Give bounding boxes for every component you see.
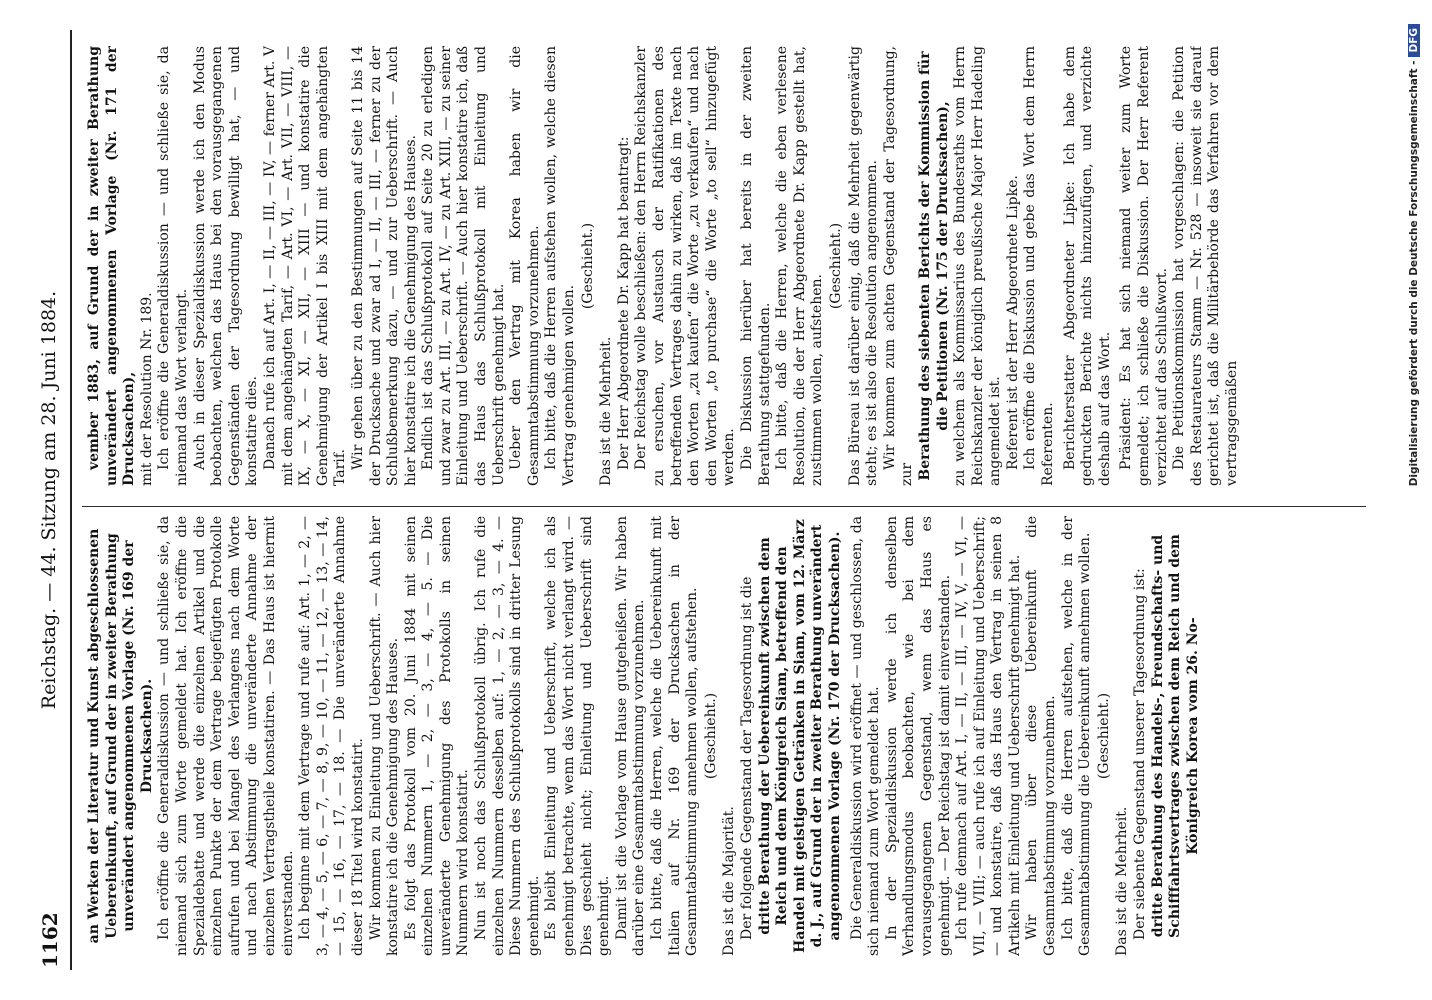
paragraph: Ich eröffne die Generaldiskussion — und schließe sie, da niemand das Wort verlangt. [156, 46, 190, 486]
paragraph: Der folgende Gegenstand der Tagesordnung ist die [738, 576, 755, 940]
paragraph: Die Generaldiskussion wird eröffnet — und geschlossen, da sich niemand zum Wort gemeldet hat. [848, 516, 883, 956]
paragraph: Berathung des siebenten Berichts der Kommission für die Petitionen (Nr. 175 der Drucksachen), [916, 51, 951, 481]
paragraph: dritte Berathung der Uebereinkunft zwischen dem Reich und dem Königreich Siam, betreffend den Handel mit geistigen Getränken in Siam, vom 12. März d. J., auf Grund der in zweiter Berathung unverändert angenommenen Vorlage (Nr. 170 der Drucksachen). [756, 519, 843, 953]
paragraph: Das ist die Majorität. [721, 806, 738, 956]
paragraph: an Werken der Literatur und Kunst abgeschlossenen Uebereinkunft, auf Grund der in zweiter Berathung unverändert angenommenen Vorlage (Nr. 169 der Drucksachen). [86, 528, 155, 944]
paragraph: Präsident: Es hat sich niemand weiter zum Worte gemeldet; ich schließe die Diskussion. Der Herr Referent verzichtet auf das Schlußwort. [1118, 46, 1170, 486]
paragraph: Das ist die Mehrheit. [598, 336, 615, 486]
paragraph: Wir gehen über zu den Bestimmungen auf Seite 11 bis 14 der Drucksache und zwar ad I, — II, — III, — ferner zu der Schlußbemerkung dazu, — und zur Ueberschrift. — Auch hier konstatire ich die Genehmigung des Hauses. [349, 46, 419, 486]
paragraph: Ich beginne mit dem Vertrage und rufe auf: Art. 1, — 2, — 3, — 4, — 5, — 6, — 7, — 8, 9, — 10, — 11, — 12, — 13, — 14, — 15, — 16, — 17, — 18. — Die unveränderte Annahme dieser 18 Titel wird konstatirt. [297, 516, 366, 956]
paragraph: Das Büreau ist darüber einig, daß die Mehrheit gegenwärtig steht; es ist also die Resolution angenommen. [846, 46, 881, 486]
paragraph: Wir kommen zu Einleitung und Ueberschrift. — Auch hier konstatire ich die Genehmigung des Hauses. [367, 516, 402, 956]
paragraph: mit der Resolution Nr. 189. [138, 292, 155, 486]
paragraph: Wir kommen zum achten Gegenstand der Tagesordnung, zur [881, 46, 916, 486]
paragraph: (Geschieht.) [579, 222, 596, 310]
paragraph: (Geschieht.) [702, 692, 719, 780]
header-rule [70, 30, 72, 970]
paragraph: Es bleibt Einleitung und Ueberschrift, welche ich als genehmigt betrachte, wenn das Wort nicht verlangt wird. — Dies geschieht nicht; Einleitung und Ueberschrift sind genehmigt. [543, 516, 613, 956]
digitization-credit [1408, 0, 1420, 1000]
paragraph: Das ist die Mehrheit. [1114, 806, 1131, 956]
paragraph: Danach rufe ich auf Art. I, — II, — III, — IV, — ferner Art. V mit dem angehängten Tarif, — Art. VI, — Art. VII, — VIII, — IX, — X, — XI, — XII, — XIII — und konstatire die Genehmigung der Artikel I bis XIII mit dem angehängten Tarif. [261, 46, 349, 486]
paragraph: Berichterstatter Abgeordneter Lipke: Ich habe dem gedruckten Berichte nichts hinzuzufügen, und verzichte deshalb auf das Wort. [1061, 46, 1113, 486]
paragraph: Ich bitte, daß die Herren, welche die eben verlesene Resolution, die der Herr Abgeordnete Dr. Kapp gestellt hat, zustimmen wollen, aufstehen. [774, 46, 826, 486]
paragraph: Wir haben über diese Uebereinkunft die Gesammtabstimmung vorzunehmen. [1024, 516, 1059, 956]
paragraph: Ich bitte, daß die Herren aufstehen wollen, welche diesen Vertrag genehmigen wollen. [543, 46, 578, 486]
text-column-left [86, 516, 1362, 956]
paragraph: Nun ist noch das Schlußprotokoll übrig. Ich rufe die einzelnen Nummern desselben auf: 1, — 2, — 3, — 4. — Diese Nummern des Schlußprotokolls sind in dritter Lesung genehmigt. [473, 516, 542, 956]
paragraph: Der Herr Abgeordnete Dr. Kapp hat beantragt: [615, 136, 632, 470]
paragraph: Die Petitionskommission hat vorgeschlagen: die Petition des Restaurateurs Stamm — Nr. 528 — insoweit sie darauf gerichtet ist, daß die Militärbehörde das Verfahren vor dem vertragsgemäßen [1171, 46, 1240, 486]
paragraph: Ich eröffne die Generaldiskussion — und schließe sie, da niemand sich zum Worte gemeldet hat. Ich eröffne die Spezialdebatte und werde die einzelnen Artikel und die einzelnen Punkte der dem Vertrage beigefügten Protokolle aufrufen und bei Mangel des Verlangens nach dem Worte und nach Abstimmung die unveränderte Annahme der einzelnen Vertragstheile konstatiren. — Das Haus ist hiermit einverstanden. [156, 516, 296, 956]
paragraph: Die Diskussion hierüber hat bereits in der zweiten Berathung stattgefunden. [738, 46, 773, 486]
paragraph: Der Reichstag wolle beschließen: den Herrn Reichskanzler zu ersuchen, vor Austausch der Ratifikationen des betreffenden Vertrages dahin zu wirken, daß im Texte nach den Worten „zu kaufen“ die Worte „zu verkaufen“ und nach den Worten „to purchase“ die Worte „to sell“ hinzugefügt werden. [633, 46, 738, 486]
paragraph: Ich rufe demnach auf Art. I, — II, — III, — IV, V, — VI, — VII, — VIII; — auch rufe ich auf Einleitung und Ueberschrift; — und konstatire, daß das Haus den Vertrag in seinen 8 Artikeln mit Einleitung und Ueberschrift genehmigt hat. [954, 516, 1023, 956]
column-divider [82, 506, 1366, 507]
paragraph: (Geschieht.) [1095, 692, 1112, 780]
paragraph: Der siebente Gegenstand unserer Tagesordnung ist: [1132, 568, 1149, 940]
paragraph: Ueber den Vertrag mit Korea haben wir die Gesammtabstimmung vorzunehmen. [508, 46, 542, 486]
running-header: Reichstag. — 44. Sitzung am 28. Juni 1884. [38, 290, 60, 710]
paragraph: Ich bitte, daß die Herren aufstehen, welche in der Gesammtabstimmung die Uebereinkunft annehmen wollen. [1059, 516, 1094, 956]
dfg-logo: DFG [1408, 24, 1420, 57]
paragraph: Referent ist der Herr Abgeordnete Lipke. [1004, 175, 1021, 470]
text-column-right [86, 46, 1362, 486]
credit-text: Digitalisierung gefördert durch die Deutsche Forschungsgemeinschaft - [1408, 60, 1420, 487]
paragraph: Es folgt das Protokoll vom 20. Juni 1884 mit seinen einzelnen Nummern 1, — 2, — 3, — 4, — 5. — Die unveränderte Genehmigung des Protokolls in seinen Nummern wird konstatirt. [402, 516, 472, 956]
paragraph: zu welchem als Kommissarius des Bundesraths vom Herrn Reichskanzler der königlich preußische Major Herr Hadeling angemeldet ist. [952, 46, 1004, 486]
paragraph: vember 1883, auf Grund der in zweiter Berathung unverändert angenommenen Vorlage (Nr. 171 der Drucksachen), [86, 46, 138, 486]
paragraph: Damit ist die Vorlage vom Hause gutgeheißen. Wir haben darüber eine Gesammtabstimmung vorzunehmen. [613, 516, 648, 956]
paragraph: Endlich ist das Schlußprotokoll auf Seite 20 zu erledigen und zwar zu Art. III, — zu Art. IV, — zu Art. XIII, — zu seiner Einleitung und Ueberschrift. — Auch hier konstatire ich, daß das Haus das Schlußprotokoll mit Einleitung und Ueberschrift genehmigt hat. [420, 46, 507, 486]
paragraph: Ich bitte, daß die Herren, welche die Uebereinkunft mit Italien auf Nr. 169 der Drucksachen in der Gesammtabstimmung annehmen wollen, aufstehen. [649, 516, 701, 956]
paragraph: In der Spezialdiskussion werde ich denselben Verhandlungsmodus beobachten, wie bei dem vorausgegangenen Gegenstand, wenn das Haus es genehmigt. — Der Reichstag ist damit einverstanden. [883, 516, 953, 956]
page-number: 1162 [38, 912, 62, 968]
paragraph: dritte Berathung des Handels-, Freundschafts- und Schifffahrtsvertrages zwischen dem Reich und dem Königreich Korea vom 26. No- [1149, 534, 1201, 938]
paragraph: (Geschieht.) [827, 222, 844, 310]
paragraph: Ich eröffne die Diskussion und gebe das Wort dem Herrn Referenten. [1022, 46, 1057, 486]
paragraph: Auch in dieser Spezialdiskussion werde ich den Modus beobachten, welchen das Haus bei den vorausgegangenen Gegenständen der Tagesordnung bewilligt hat, — und konstatire dies. [191, 46, 261, 486]
